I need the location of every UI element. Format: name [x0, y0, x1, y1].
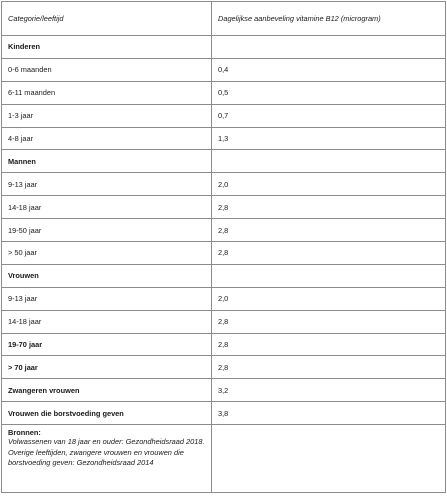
row-category: Vrouwen: [2, 264, 212, 287]
row-value: 0,4: [212, 58, 446, 81]
sources-row: [2, 425, 446, 493]
row-category: > 70 jaar: [2, 356, 212, 379]
row-value: 1,3: [212, 127, 446, 150]
row-category: Vrouwen die borstvoeding geven: [2, 402, 212, 425]
row-value: [212, 150, 446, 173]
row-value: 2,0: [212, 173, 446, 196]
row-category: 14-18 jaar: [2, 310, 212, 333]
row-category: 9-13 jaar: [2, 287, 212, 310]
table-row: [2, 287, 446, 310]
row-value: 2,8: [212, 333, 446, 356]
table-row: [2, 127, 446, 150]
table-row: [2, 104, 446, 127]
table-row: [2, 150, 446, 173]
sources-cell: [2, 425, 212, 493]
row-value: 0,5: [212, 81, 446, 104]
table-row: [2, 81, 446, 104]
row-category: Mannen: [2, 150, 212, 173]
row-value: 2,0: [212, 287, 446, 310]
row-category: 19-70 jaar: [2, 333, 212, 356]
row-category: 0-6 maanden: [2, 58, 212, 81]
table-row: [2, 196, 446, 219]
row-value: [212, 36, 446, 59]
table-body: [2, 2, 446, 493]
row-category: Kinderen: [2, 36, 212, 59]
row-category: 1-3 jaar: [2, 104, 212, 127]
table-row: [2, 333, 446, 356]
row-category: 6-11 maanden: [2, 81, 212, 104]
sources-title: Bronnen:: [8, 428, 41, 438]
row-value: 2,8: [212, 356, 446, 379]
header-recommendation: Dagelijkse aanbeveling vitamine B12 (microgram): [212, 2, 446, 36]
row-category: 19-50 jaar: [2, 219, 212, 242]
row-category: 14-18 jaar: [2, 196, 212, 219]
row-value: 2,8: [212, 219, 446, 242]
row-category: 4-8 jaar: [2, 127, 212, 150]
table-row: [2, 402, 446, 425]
sources-line-1: Volwassenen van 18 jaar en ouder: Gezondheidsraad 2018.: [8, 437, 205, 447]
row-category: 9-13 jaar: [2, 173, 212, 196]
row-value: 0,7: [212, 104, 446, 127]
row-category: Zwangeren vrouwen: [2, 379, 212, 402]
sources-line-2: Overige leeftijden, zwangere vrouwen en vrouwen die borstvoeding geven: Gezondheidsraad 2014: [8, 447, 184, 468]
sources-empty-cell: [212, 425, 446, 493]
table-row: [2, 356, 446, 379]
row-value: 3,8: [212, 402, 446, 425]
table-row: [2, 264, 446, 287]
vitamin-b12-table: [1, 1, 446, 493]
header-category: Categorie/leeftijd: [2, 2, 212, 36]
row-value: 2,8: [212, 242, 446, 265]
row-value: [212, 264, 446, 287]
header-row: [2, 2, 446, 36]
row-value: 2,8: [212, 196, 446, 219]
table-row: [2, 242, 446, 265]
table-row: [2, 310, 446, 333]
row-category: > 50 jaar: [2, 242, 212, 265]
table-row: [2, 379, 446, 402]
table-row: [2, 219, 446, 242]
table-row: [2, 173, 446, 196]
table-row: [2, 58, 446, 81]
table-row: [2, 36, 446, 59]
row-value: 3,2: [212, 379, 446, 402]
row-value: 2,8: [212, 310, 446, 333]
